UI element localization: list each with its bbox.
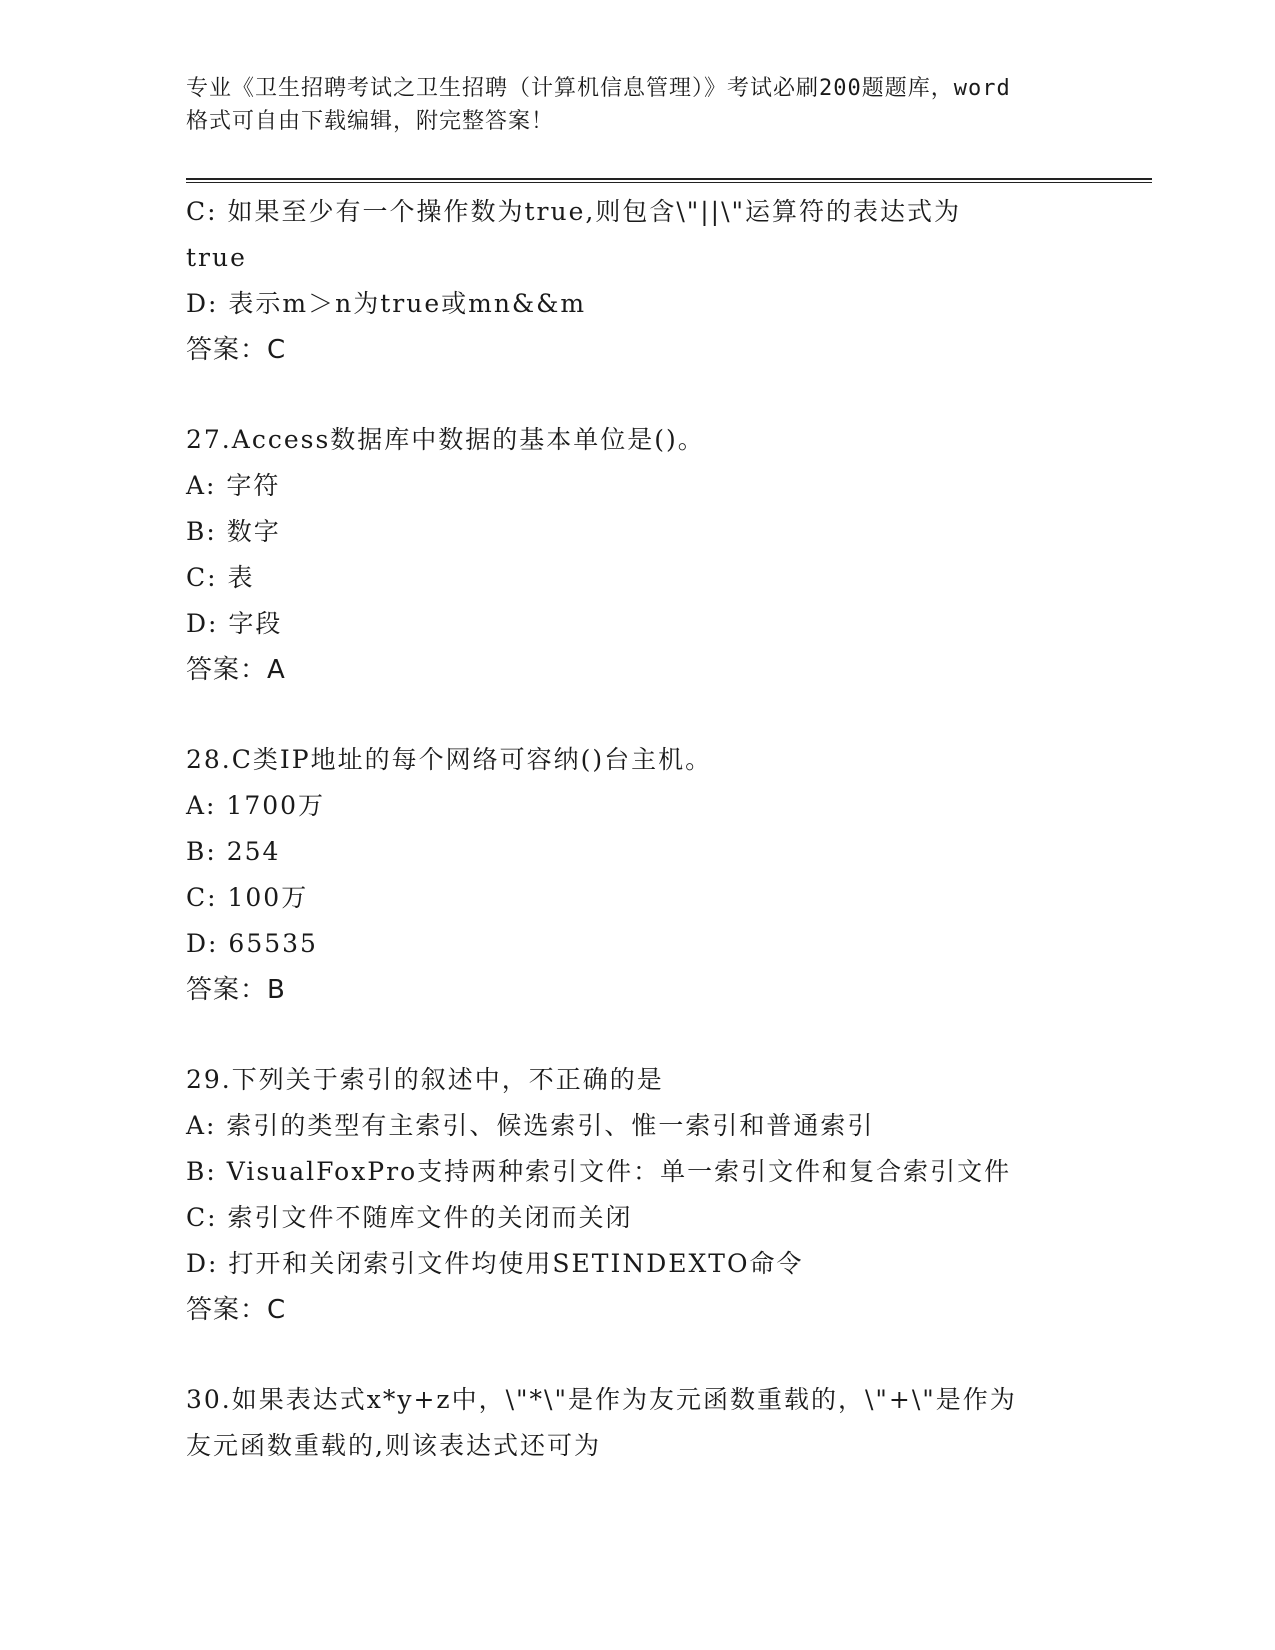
- option-c: C: 100万: [186, 883, 309, 912]
- question-27: [186, 417, 1086, 693]
- option-b: B: VisualFoxPro支持两种索引文件：单一索引文件和复合索引文件: [186, 1157, 1012, 1186]
- answer: 答案：B: [186, 975, 286, 1005]
- option-d: D: 字段: [186, 609, 283, 638]
- header-line-2: 格式可自由下载编辑，附完整答案！: [186, 109, 555, 134]
- answer: 答案：C: [186, 335, 287, 365]
- option-a: A: 索引的类型有主索引、候选索引、惟一索引和普通索引: [186, 1111, 875, 1140]
- question-29: [186, 1057, 1086, 1333]
- answer: 答案：C: [186, 1295, 287, 1325]
- answer: 答案：A: [186, 655, 286, 685]
- question-list: [186, 189, 1086, 1469]
- question-30: [186, 1377, 1086, 1469]
- question-stem: 29.下列关于索引的叙述中，不正确的是: [186, 1065, 664, 1094]
- option-d: D: 65535: [186, 929, 318, 958]
- option-c-continued: true: [186, 243, 247, 272]
- question-stem: 30.如果表达式x*y+z中，\"*\"是作为友元函数重载的，\"+\"是作为: [186, 1385, 1017, 1414]
- question-stem: 28.C类IP地址的每个网络可容纳()台主机。: [186, 745, 713, 774]
- header-line-1: 专业《卫生招聘考试之卫生招聘（计算机信息管理）》考试必刷200题题库，word: [186, 76, 1011, 101]
- option-d: D: 打开和关闭索引文件均使用SETINDEXTO命令: [186, 1249, 804, 1278]
- header-divider: [186, 178, 1152, 183]
- option-c: C: 如果至少有一个操作数为true,则包含\"||\"运算符的表达式为: [186, 197, 962, 226]
- question-stem: 27.Access数据库中数据的基本单位是()。: [186, 425, 705, 454]
- question-28: [186, 737, 1086, 1013]
- option-a: A: 字符: [186, 471, 281, 500]
- question-stem-continued: 友元函数重载的,则该表达式还可为: [186, 1431, 601, 1460]
- option-c: C: 索引文件不随库文件的关闭而关闭: [186, 1203, 633, 1232]
- option-d: D: 表示m＞n为true或mn&&m: [186, 289, 587, 318]
- option-b: B: 254: [186, 837, 281, 866]
- option-a: A: 1700万: [186, 791, 326, 820]
- option-c: C: 表: [186, 563, 255, 592]
- question-prev: [186, 189, 1086, 373]
- option-b: B: 数字: [186, 517, 281, 546]
- document-header: [186, 72, 1086, 138]
